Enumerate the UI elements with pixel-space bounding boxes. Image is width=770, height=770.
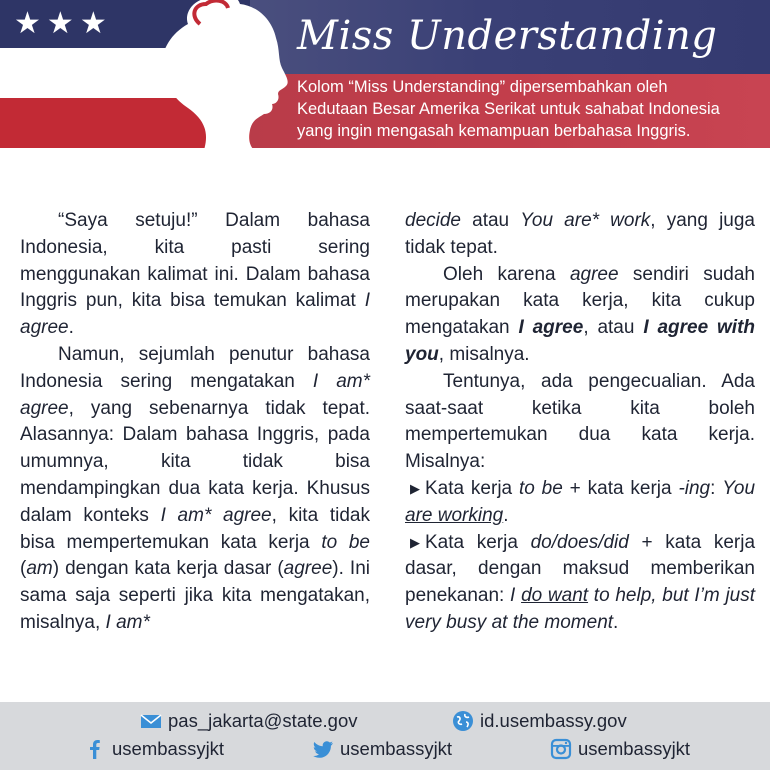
twitter-bird-icon <box>312 738 334 760</box>
bullet-arrow-icon: ▶ <box>410 534 420 550</box>
twitter-text[interactable]: usembassyjkt <box>340 738 453 759</box>
article-column-right <box>405 208 755 637</box>
paragraph-3: Oleh karena agree sendiri sudah merupakan kata kerja, kita cukup mengatakan I agree, atau I agree with you, misalnya. <box>405 263 756 365</box>
email-text[interactable]: pas_jakarta@state.gov <box>168 710 358 731</box>
facebook-contact[interactable] <box>84 738 224 760</box>
website-contact[interactable] <box>452 710 627 732</box>
bullet-item-2: ▶ Kata kerja do/does/did + kata kerja dasar, dengan maksud memberikan penekanan: I do want to help, but I’m just very busy at the moment. <box>405 531 756 633</box>
facebook-icon <box>84 738 106 760</box>
globe-icon <box>452 710 474 732</box>
column-title: Miss Understanding <box>297 13 718 59</box>
twitter-contact[interactable] <box>312 738 452 760</box>
article-column-left <box>20 208 370 637</box>
paragraph-2-continued: decide atau You are* work, yang juga tidak tepat. <box>405 210 755 258</box>
star-icon: ★ <box>46 6 74 41</box>
column-header <box>0 0 770 148</box>
envelope-icon <box>140 710 162 732</box>
star-icon: ★ <box>79 6 107 41</box>
bullet-arrow-icon: ▶ <box>410 480 420 496</box>
stars <box>14 6 107 42</box>
paragraph-2: Namun, sejumlah penutur bahasa Indonesia sering mengatakan I am* agree, yang sebenarnya tidak tepat. Alasannya: Dalam bahasa Inggris, pada umumnya, kita tidak bisa mendampingkan dua kata kerja. Khusus dalam konteks I am* agree, kita tidak bisa mempertemukan kata kerja to be (am) dengan kata kerja dasar (agree). Ini sama saja seperti jika kita mengatakan, misalnya, I am* <box>20 343 371 633</box>
email-contact[interactable] <box>140 710 358 732</box>
instagram-contact[interactable] <box>550 738 690 760</box>
contact-footer <box>0 702 770 770</box>
star-icon: ★ <box>14 6 41 41</box>
paragraph-1: “Saya setuju!” Dalam bahasa Indonesia, kita pasti sering menggunakan kalimat ini. Dalam bahasa Inggris pun, kita bisa temukan kalimat I agree. <box>20 210 370 339</box>
paragraph-4: Tentunya, ada pengecualian. Ada saat-saat ketika kita boleh mempertemukan dua kata kerja. Misalnya: <box>405 370 755 473</box>
website-text[interactable]: id.usembassy.gov <box>480 710 627 731</box>
instagram-icon <box>550 738 572 760</box>
column-subtitle: Kolom “Miss Understanding” dipersembahkan oleh Kedutaan Besar Amerika Serikat untuk sahabat Indonesia yang ingin mengasah kemampuan berbahasa Inggris. <box>297 78 720 140</box>
instagram-text[interactable]: usembassyjkt <box>578 738 691 759</box>
woman-silhouette-icon <box>140 0 310 148</box>
bullet-item-1: ▶ Kata kerja to be + kata kerja -ing: You are working. <box>405 477 756 526</box>
facebook-text[interactable]: usembassyjkt <box>112 738 225 759</box>
